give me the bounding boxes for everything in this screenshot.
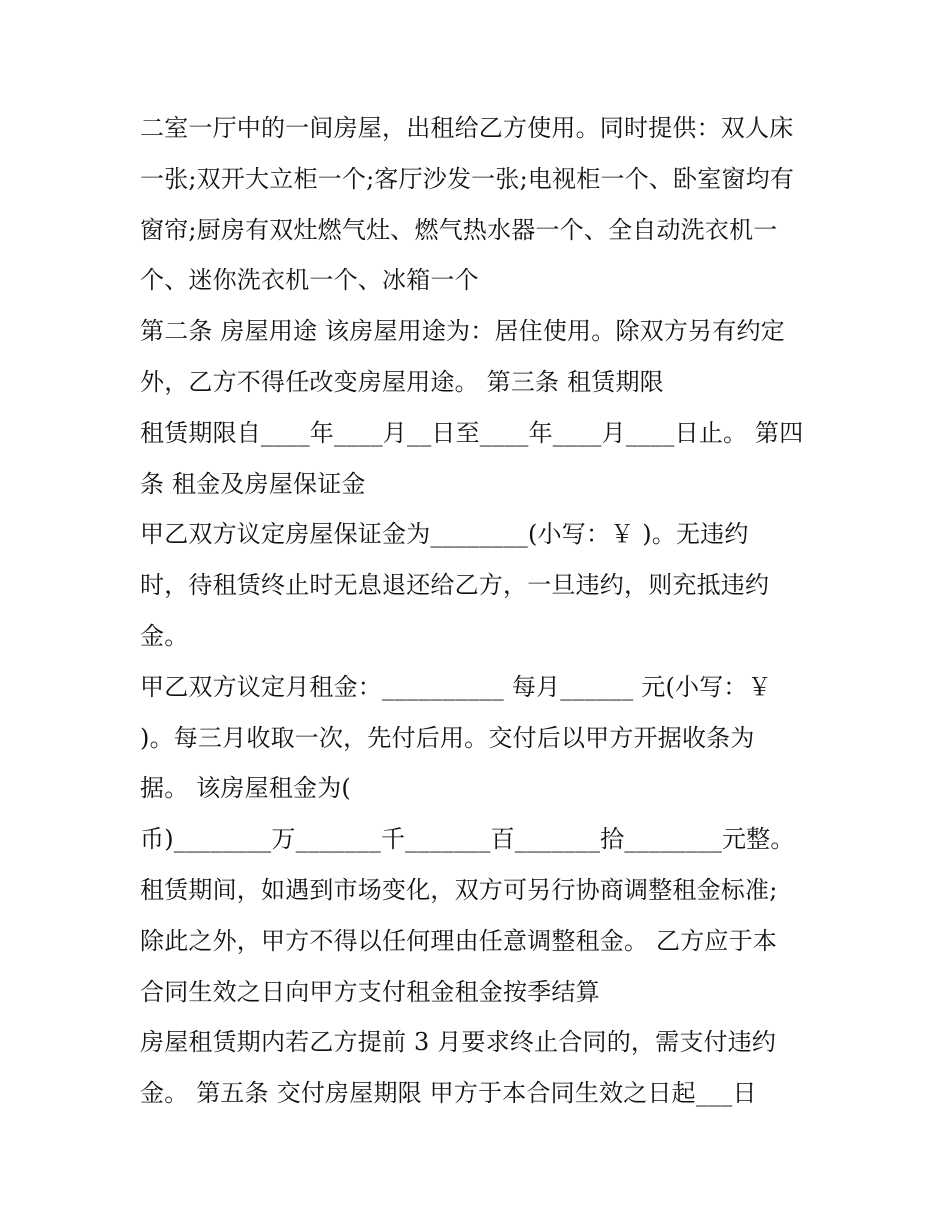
text-line-15: 币)________万_______千_______百_______拾________元整。	[140, 825, 795, 854]
text-line-5: 第二条 房屋用途 该房屋用途为：居住使用。除双方另有约定	[140, 317, 785, 346]
text-line-11: 金。	[140, 621, 189, 650]
text-line-17: 除此之外，甲方不得以任何理由任意调整租金。 乙方应于本	[140, 926, 778, 955]
text-line-6: 外，乙方不得任改变房屋用途。 第三条 租赁期限	[140, 367, 664, 396]
text-line-12: 甲乙双方议定月租金：__________ 每月______ 元(小写：￥	[140, 672, 772, 701]
text-line-18: 合同生效之日向甲方支付租金租金按季结算	[140, 977, 600, 1006]
text-line-10: 时，待租赁终止时无息退还给乙方，一旦违约，则充抵违约	[140, 571, 770, 600]
text-line-4: 个、迷你洗衣机一个、冰箱一个	[140, 266, 479, 295]
text-line-19: 房屋租赁期内若乙方提前 3 月要求终止合同的，需支付违约	[140, 1028, 777, 1057]
text-line-16: 租赁期间，如遇到市场变化，双方可另行协商调整租金标准;	[140, 875, 778, 904]
text-line-9: 甲乙双方议定房屋保证金为________(小写：￥ )。无违约	[140, 520, 749, 549]
text-line-20: 金。 第五条 交付房屋期限 甲方于本合同生效之日起___日	[140, 1079, 757, 1108]
text-line-3: 窗帘;厨房有双灶燃气灶、燃气热水器一个、全自动洗衣机一	[140, 215, 778, 244]
text-line-1: 二室一厅中的一间房屋，出租给乙方使用。同时提供：双人床	[140, 114, 794, 142]
document-body	[140, 103, 820, 1119]
text-line-7: 租赁期限自____年____月__日至____年____月____日止。 第四	[140, 418, 804, 447]
text-line-2: 一张;双开大立柜一个;客厅沙发一张;电视柜一个、卧室窗均有	[140, 164, 795, 193]
text-line-14: 据。 该房屋租金为(	[140, 774, 351, 803]
text-line-8: 条 租金及房屋保证金	[140, 469, 366, 498]
text-line-13: )。每三月收取一次，先付后用。交付后以甲方开据收条为	[140, 723, 755, 752]
